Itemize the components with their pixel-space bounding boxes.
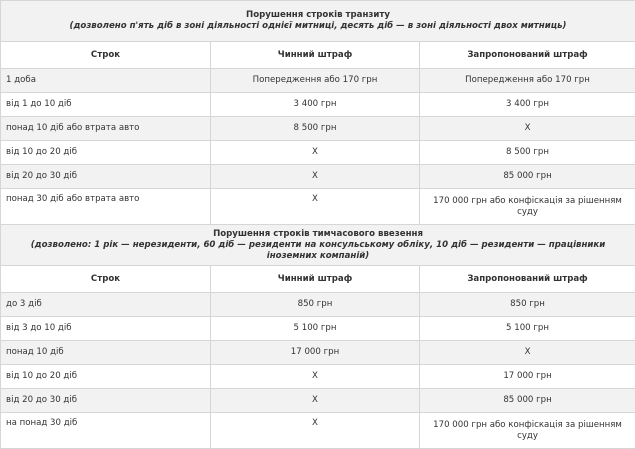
column-header-row [1,42,635,69]
column-header-proposed-fine: Запропонований штраф [420,266,635,293]
term-cell: до 3 діб [1,293,211,317]
column-header-current-fine: Чинний штраф [211,42,420,69]
section-title-row [1,225,635,266]
term-cell: від 10 до 20 діб [1,141,211,165]
proposed-fine-cell: 5 100 грн [420,317,635,341]
term-cell: від 1 до 10 діб [1,93,211,117]
current-fine-cell: 8 500 грн [211,117,420,141]
proposed-fine-cell: 8 500 грн [420,141,635,165]
table-row [1,93,635,117]
table-row [1,165,635,189]
table-row [1,293,635,317]
section-title-cell [1,225,635,266]
table-row [1,389,635,413]
term-cell: від 10 до 20 діб [1,365,211,389]
term-cell: понад 10 діб або втрата авто [1,117,211,141]
current-fine-cell: 3 400 грн [211,93,420,117]
current-fine-cell: 850 грн [211,293,420,317]
section-title-cell [1,1,635,42]
current-fine-cell: Попередження або 170 грн [211,69,420,93]
table-row [1,341,635,365]
proposed-fine-cell: Х [420,341,635,365]
proposed-fine-cell: 170 000 грн або конфіскація за рішенням суду [420,189,635,225]
column-header-proposed-fine: Запропонований штраф [420,42,635,69]
column-header-term: Строк [1,42,211,69]
section-subtitle: (дозволено п'ять діб в зоні діяльності однієї митниці, десять діб — в зоні діяльності двох митниць) [6,21,630,32]
term-cell: від 3 до 10 діб [1,317,211,341]
current-fine-cell: Х [211,413,420,449]
proposed-fine-cell: 85 000 грн [420,389,635,413]
table-row [1,413,635,449]
current-fine-cell: 17 000 грн [211,341,420,365]
proposed-fine-cell: 85 000 грн [420,165,635,189]
table-row [1,365,635,389]
current-fine-cell: 5 100 грн [211,317,420,341]
section-title: Порушення строків тимчасового ввезення [6,229,630,240]
section-title-row [1,1,635,42]
proposed-fine-cell: 3 400 грн [420,93,635,117]
table-row [1,189,635,225]
table-row [1,117,635,141]
term-cell: 1 доба [1,69,211,93]
section-title: Порушення строків транзиту [6,10,630,21]
current-fine-cell: Х [211,365,420,389]
table-row [1,69,635,93]
term-cell: понад 30 діб або втрата авто [1,189,211,225]
proposed-fine-cell: 17 000 грн [420,365,635,389]
current-fine-cell: Х [211,165,420,189]
current-fine-cell: Х [211,389,420,413]
current-fine-cell: Х [211,189,420,225]
table-row [1,317,635,341]
table-row [1,141,635,165]
proposed-fine-cell: Попередження або 170 грн [420,69,635,93]
term-cell: на понад 30 діб [1,413,211,449]
proposed-fine-cell: 850 грн [420,293,635,317]
proposed-fine-cell: Х [420,117,635,141]
current-fine-cell: Х [211,141,420,165]
term-cell: від 20 до 30 діб [1,389,211,413]
section-subtitle: (дозволено: 1 рік — нерезиденти, 60 діб — резиденти на консульському обліку, 10 діб — резиденти — працівники іноземних компаній) [6,240,630,262]
column-header-term: Строк [1,266,211,293]
column-header-current-fine: Чинний штраф [211,266,420,293]
proposed-fine-cell: 170 000 грн або конфіскація за рішенням суду [420,413,635,449]
column-header-row [1,266,635,293]
term-cell: від 20 до 30 діб [1,165,211,189]
term-cell: понад 10 діб [1,341,211,365]
